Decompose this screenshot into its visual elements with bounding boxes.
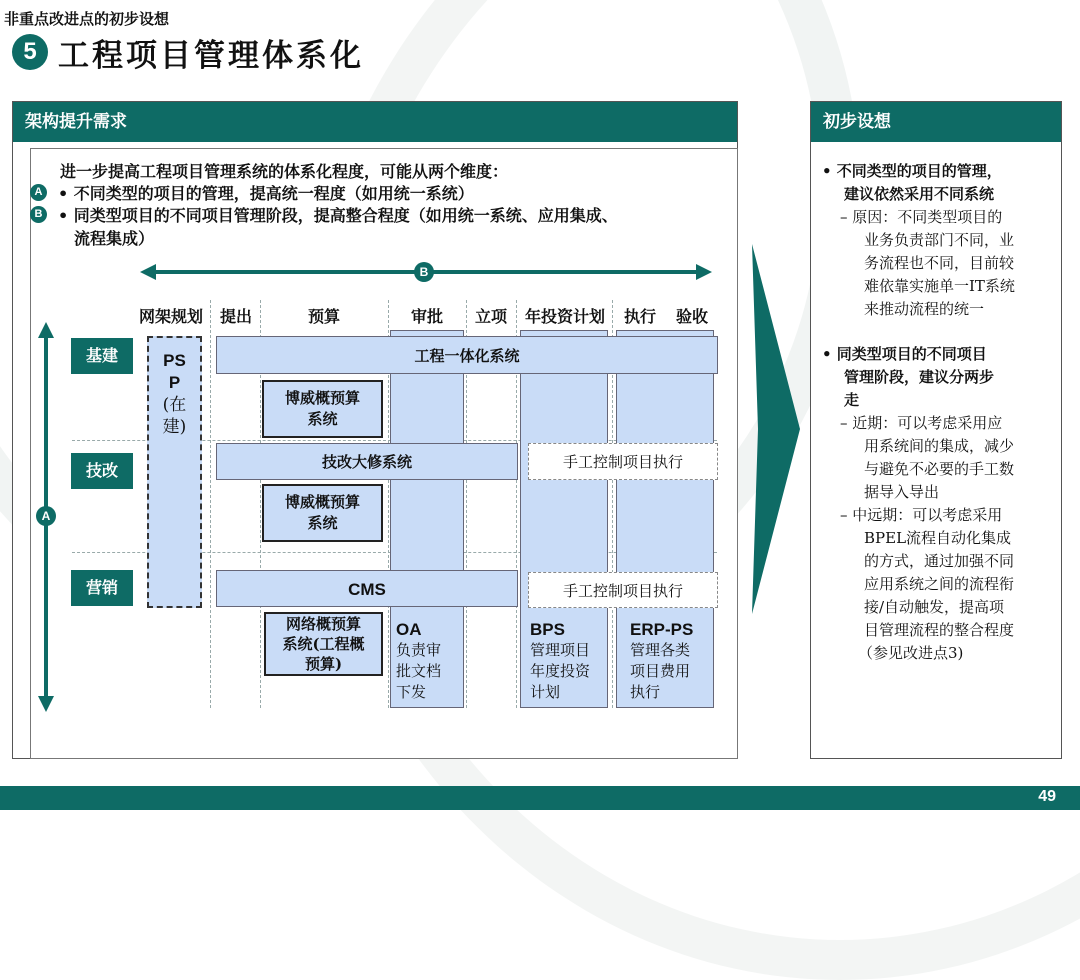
oa-desc: 下发: [396, 683, 427, 701]
bullet-text: 建议依然采用不同系统: [844, 185, 995, 203]
arrow-a-badge: A: [36, 506, 56, 526]
psp-line: 建): [162, 417, 187, 437]
oa-title: OA: [396, 620, 422, 639]
manual-control-box: 手工控制项目执行: [528, 443, 718, 480]
row-label-jigai: 技改: [71, 453, 133, 489]
page-number: 49: [1038, 788, 1056, 805]
page-title: 工程项目管理体系化: [58, 38, 364, 74]
point-a-text: • 不同类型的项目的管理，提高统一程度（如用统一系统）: [58, 184, 474, 203]
column-header: 提出: [219, 307, 252, 326]
section-number-badge: 5: [12, 34, 48, 70]
column-header: 网架规划: [138, 307, 203, 326]
column-header: 立项: [474, 307, 507, 326]
badge-a: A: [30, 184, 47, 201]
erp-desc: 执行: [630, 683, 661, 701]
network-budget-system-box: [264, 612, 383, 676]
bullet-text: • 不同类型的项目的管理，: [822, 162, 1002, 180]
sub-bullet-text: 务流程也不同，目前较: [864, 254, 1015, 272]
row-label-jijian: 基建: [71, 338, 133, 374]
psp-line: P: [168, 373, 181, 392]
budget-box-line: 系统: [307, 514, 338, 532]
tech-overhaul-system-bar: 技改大修系统: [216, 443, 518, 480]
sub-bullet-text: （参见改进点3): [858, 644, 964, 662]
erp-label: [630, 620, 693, 703]
point-b-text: • 同类型项目的不同项目管理阶段，提高整合程度（如用统一系统、应用集成、: [58, 206, 618, 225]
sub-bullet-text: 与避免不必要的手工数: [864, 460, 1015, 478]
budget-box-line: 系统: [307, 410, 338, 428]
sub-bullet-text: 接/自动触发，提高项: [864, 598, 1005, 616]
erp-desc: 项目费用: [630, 662, 691, 680]
psp-line: (在: [162, 395, 187, 415]
psp-line: PS: [163, 351, 186, 370]
bps-title: BPS: [530, 620, 565, 639]
sub-bullet-text: – 近期：可以考虑采用应: [840, 414, 1003, 432]
sub-bullet-text: 难依靠实施单一IT系统: [864, 277, 1015, 295]
sub-bullet-text: 应用系统之间的流程衔: [864, 575, 1015, 593]
row-label-yingxiao: 营销: [71, 570, 133, 606]
column-header: 审批: [410, 307, 443, 326]
bps-desc: 年度投资: [530, 662, 591, 680]
intro-text: 进一步提高工程项目管理系统的体系化程度，可能从两个维度：: [60, 162, 509, 181]
oa-label: [396, 620, 441, 703]
sub-bullet-text: – 原因：不同类型项目的: [840, 208, 1003, 226]
bps-desc: 计划: [530, 683, 561, 701]
bullet-text: • 同类型项目的不同项目: [822, 345, 987, 363]
sub-bullet-text: 业务负责部门不同，业: [864, 231, 1015, 249]
erp-title: ERP-PS: [630, 620, 694, 639]
budget-box-line: 博威概预算: [284, 389, 360, 407]
top-note: 非重点改进点的初步设想: [4, 10, 170, 28]
budget-box-line: 系统(工程概: [282, 635, 365, 653]
psp-box: [147, 336, 202, 608]
sub-bullet-text: 来推动流程的统一: [864, 300, 985, 318]
right-panel-content: [822, 160, 1054, 665]
column-separator: [210, 300, 211, 708]
oa-desc: 负责审: [396, 641, 442, 659]
sub-bullet-text: 的方式，通过加强不同: [864, 552, 1015, 570]
sub-bullet-text: 据导入导出: [864, 483, 940, 501]
erp-desc: 管理各类: [630, 641, 691, 659]
bps-label: [530, 620, 590, 703]
chevron-right-arrow: [752, 244, 802, 614]
bullet-text: 走: [844, 391, 860, 409]
column-header: 预算: [307, 307, 340, 326]
arrow-b-badge: B: [414, 262, 434, 282]
sub-bullet-text: BPEL流程自动化集成: [864, 529, 1012, 547]
bps-desc: 管理项目: [530, 641, 591, 659]
column-header: 年投资计划: [524, 307, 605, 326]
sub-bullet-text: 目管理流程的整合程度: [864, 621, 1015, 639]
engineering-integration-system-bar: 工程一体化系统: [216, 336, 718, 374]
sub-bullet-text: – 中远期：可以考虑采用: [840, 506, 1003, 524]
budget-system-box: [262, 484, 383, 542]
column-header: 执行: [623, 307, 656, 326]
sub-bullet-text: 用系统间的集成，减少: [864, 437, 1015, 455]
point-b-text-cont: 流程集成）: [74, 229, 155, 248]
budget-system-box: [262, 380, 383, 438]
footer-bar: [0, 786, 1080, 810]
right-panel-header: 初步设想: [811, 102, 1061, 142]
budget-box-line: 网络概预算: [285, 615, 361, 633]
cms-bar: CMS: [216, 570, 518, 607]
badge-b: B: [30, 206, 47, 223]
budget-box-line: 博威概预算: [284, 493, 360, 511]
manual-control-box: 手工控制项目执行: [528, 572, 718, 608]
left-panel-header: 架构提升需求: [13, 102, 737, 142]
budget-box-line: 预算): [304, 655, 343, 673]
column-header: 验收: [675, 307, 708, 326]
oa-desc: 批文档: [396, 662, 442, 680]
bullet-text: 管理阶段，建议分两步: [844, 368, 995, 386]
